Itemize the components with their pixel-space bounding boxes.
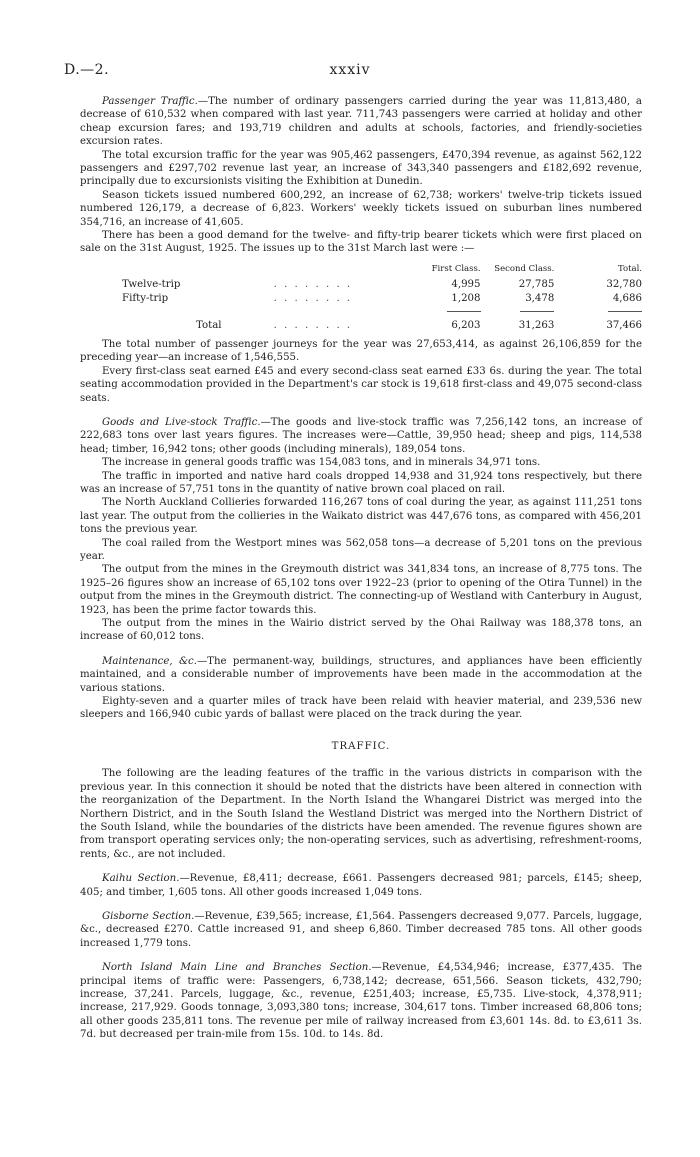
goods-paragraph-4: The North Auckland Collieries forwarded 116,267 tons of coal during the year, as against 111,251 tons last year. The output from the collieries in the Waikato district was 447,676 tons, as compared with 456,201 tons the previous year. xyxy=(80,497,642,536)
maintenance-paragraph-1 xyxy=(80,655,642,695)
maintenance-heading: Maintenance, &c. xyxy=(102,655,197,667)
traffic-intro: The following are the leading features of the traffic in the various districts in comparison with the previous year. In this connection it should be noted that the districts have been altered in connection with the reorganization of the Department. In the North Island the Whangarei District was merged into the Northern District, and in the South Island the Westland District was merged into the Northern District of the South Island, while the boundaries of the districts have been amended. The revenue figures shown are from transport operating services only; the non-operating services, such as advertising, refreshment-rooms, rents, &c., are not included. xyxy=(80,768,642,860)
header-first-class: First Class. xyxy=(431,263,481,274)
row-label: Fifty-trip xyxy=(122,292,169,304)
passenger-paragraph-6: Every first-class seat earned £45 and every second-class seat earned £33 6s. during the year. The total seating accommodation provided in the Department's car stock is 19,618 first-class and 49,075 second-class seats. xyxy=(80,365,642,404)
header-second-class: Second Class. xyxy=(494,263,555,274)
nimt-paragraph xyxy=(80,961,642,1041)
goods-paragraph-6: The output from the mines in the Greymouth district was 341,834 tons, an increase of 8,775 tons. The 1925–26 figures show an increase of 65,102 tons over 1922–23 (prior to opening of the Otira Tunnel) in the output from the mines in the Greymouth district. The connecting-up of Westland with Canterbury in August, 1923, has been the prime factor towards this. xyxy=(80,564,642,616)
goods-heading: Goods and Live-stock Traffic. xyxy=(102,416,261,428)
goods-paragraph-3: The traffic in imported and native hard coals dropped 14,938 and 31,924 tons respectively, but there was an increase of 57,751 tons in the quantity of native brown coal placed on rail. xyxy=(80,470,642,495)
cell-second: 27,785 xyxy=(518,279,555,291)
row-label: Twelve-trip xyxy=(122,279,181,291)
cell-total: 32,780 xyxy=(606,279,642,291)
leader-dots: . . . . . . . . xyxy=(273,279,353,291)
passenger-heading: Passenger Traffic. xyxy=(102,96,198,107)
document-body xyxy=(80,95,642,1042)
bearer-tickets-table xyxy=(122,263,642,332)
passenger-paragraph-2: The total excursion traffic for the year was 905,462 passengers, £470,394 revenue, as against 562,122 passengers and £297,702 revenue last year, an increase of 343,340 passengers and £182,692 revenue, principally due to excursionists visiting the Exhibition at Dunedin. xyxy=(80,149,642,188)
table-rule-row xyxy=(122,305,642,318)
page-number: xxxiv xyxy=(329,62,371,78)
table-row xyxy=(122,278,642,291)
cell-second: 3,478 xyxy=(525,292,555,304)
sum-rule xyxy=(447,311,481,312)
header-total: Total. xyxy=(617,263,642,274)
passenger-paragraph-4: There has been a good demand for the twelve- and fifty-trip bearer tickets which were first placed on sale on the 31st August, 1925. The issues up to the 31st March last were :— xyxy=(80,230,642,255)
goods-paragraph-1 xyxy=(80,416,642,456)
nimt-heading: North Island Main Line and Branches Section. xyxy=(102,962,372,974)
maintenance-paragraph-2: Eighty-seven and a quarter miles of track have been relaid with heavier material, and 239,536 new sleepers and 166,940 cubic yards of ballast were placed on the track during the year. xyxy=(80,696,642,721)
kaihu-text: —Revenue, £8,411; decrease, £661. Passengers decreased 981; parcels, £145; sheep, 405; and timber, 1,605 tons. All other goods increased 1,049 tons. xyxy=(80,873,642,898)
cell-first: 4,995 xyxy=(451,279,481,291)
kaihu-paragraph xyxy=(80,872,642,899)
table-total-row xyxy=(122,319,642,332)
cell-first: 1,208 xyxy=(451,292,481,304)
gisborne-heading: Gisborne Section. xyxy=(102,910,195,922)
sum-rule xyxy=(608,311,642,312)
table-header-row xyxy=(122,263,642,278)
sum-rule xyxy=(520,311,554,312)
passenger-paragraph-5: The total number of passenger journeys for the year was 27,653,414, as against 26,106,859 for the preceding year—an increase of 1,546,555. xyxy=(80,338,642,364)
total-total: 37,466 xyxy=(606,319,642,331)
maintenance-text-1: —The permanent-way, buildings, structures, and appliances have been efficiently maintained, and a considerable number of improvements have been made in the accommodation at the various stations. xyxy=(80,655,642,694)
total-first: 6,203 xyxy=(451,319,481,331)
passenger-text-1: —The number of ordinary passengers carried during the year was 11,813,480, a decrease of 610,532 when compared with last year. 711,743 passengers were carried at holiday and other cheap excursion fares; and 193,719 children and adults at schools, factories, and friendly-societies excursion rates. xyxy=(80,96,642,148)
goods-paragraph-5: The coal railed from the Westport mines was 562,058 tons—a decrease of 5,201 tons on the previous year. xyxy=(80,537,642,562)
goods-paragraph-7: The output from the mines in the Wairio district served by the Ohai Railway was 188,378 tons, an increase of 60,012 tons. xyxy=(80,618,642,643)
cell-total: 4,686 xyxy=(612,292,642,304)
goods-paragraph-2: The increase in general goods traffic was 154,083 tons, and in minerals 34,971 tons. xyxy=(102,457,541,469)
leader-dots: . . . . . . . . xyxy=(273,292,353,304)
document-reference: D.—2. xyxy=(64,62,110,78)
gisborne-paragraph xyxy=(80,910,642,950)
total-second: 31,263 xyxy=(518,319,555,331)
total-label: Total xyxy=(196,319,222,331)
gisborne-text: —Revenue, £39,565; increase, £1,564. Passengers decreased 9,077. Parcels, luggage, &c., decreased £270. Cattle increased 91, and sheep 6,860. Timber decreased 785 tons. All other goods increased 1,779 tons. xyxy=(80,910,642,949)
passenger-paragraph-3: Season tickets issued numbered 600,292, an increase of 62,738; workers' twelve-trip tickets issued numbered 126,179, a decrease of 6,823. Workers' weekly tickets issued on suburban lines numbered 354,716, an increase of 41,605. xyxy=(80,189,642,228)
goods-text-1: —The goods and live-stock traffic was 7,256,142 tons, an increase of 222,683 tons over last years figures. The increases were—Cattle, 39,950 head; sheep and pigs, 114,538 head; timber, 16,942 tons; other goods (including minerals), 189,054 tons. xyxy=(80,416,642,455)
nimt-text: —Revenue, £4,534,946; increase, £377,435. The principal items of traffic were: Passengers, 6,738,142; decrease, 651,566. Season tickets, 432,790; increase, 37,241. Parcels, luggage, &c., revenue, £251,403; increase, £5,735. Live-stock, 4,378,911; increase, 217,929. Goods tonnage, 3,093,380 tons; increase, 304,617 tons. Timber increased 68,806 tons; all other goods 235,811 tons. The revenue per mile of railway increased from £3,601 14s. 8d. to £3,611 3s. 7d. but decreased per train-mile from 15s. 10d. to 14s. 8d. xyxy=(80,962,642,1041)
traffic-section-title: TRAFFIC. xyxy=(331,740,391,752)
table-row xyxy=(122,292,642,305)
leader-dots: . . . . . . . . xyxy=(273,319,353,331)
kaihu-heading: Kaihu Section. xyxy=(102,873,180,885)
passenger-paragraph-1 xyxy=(80,95,642,149)
